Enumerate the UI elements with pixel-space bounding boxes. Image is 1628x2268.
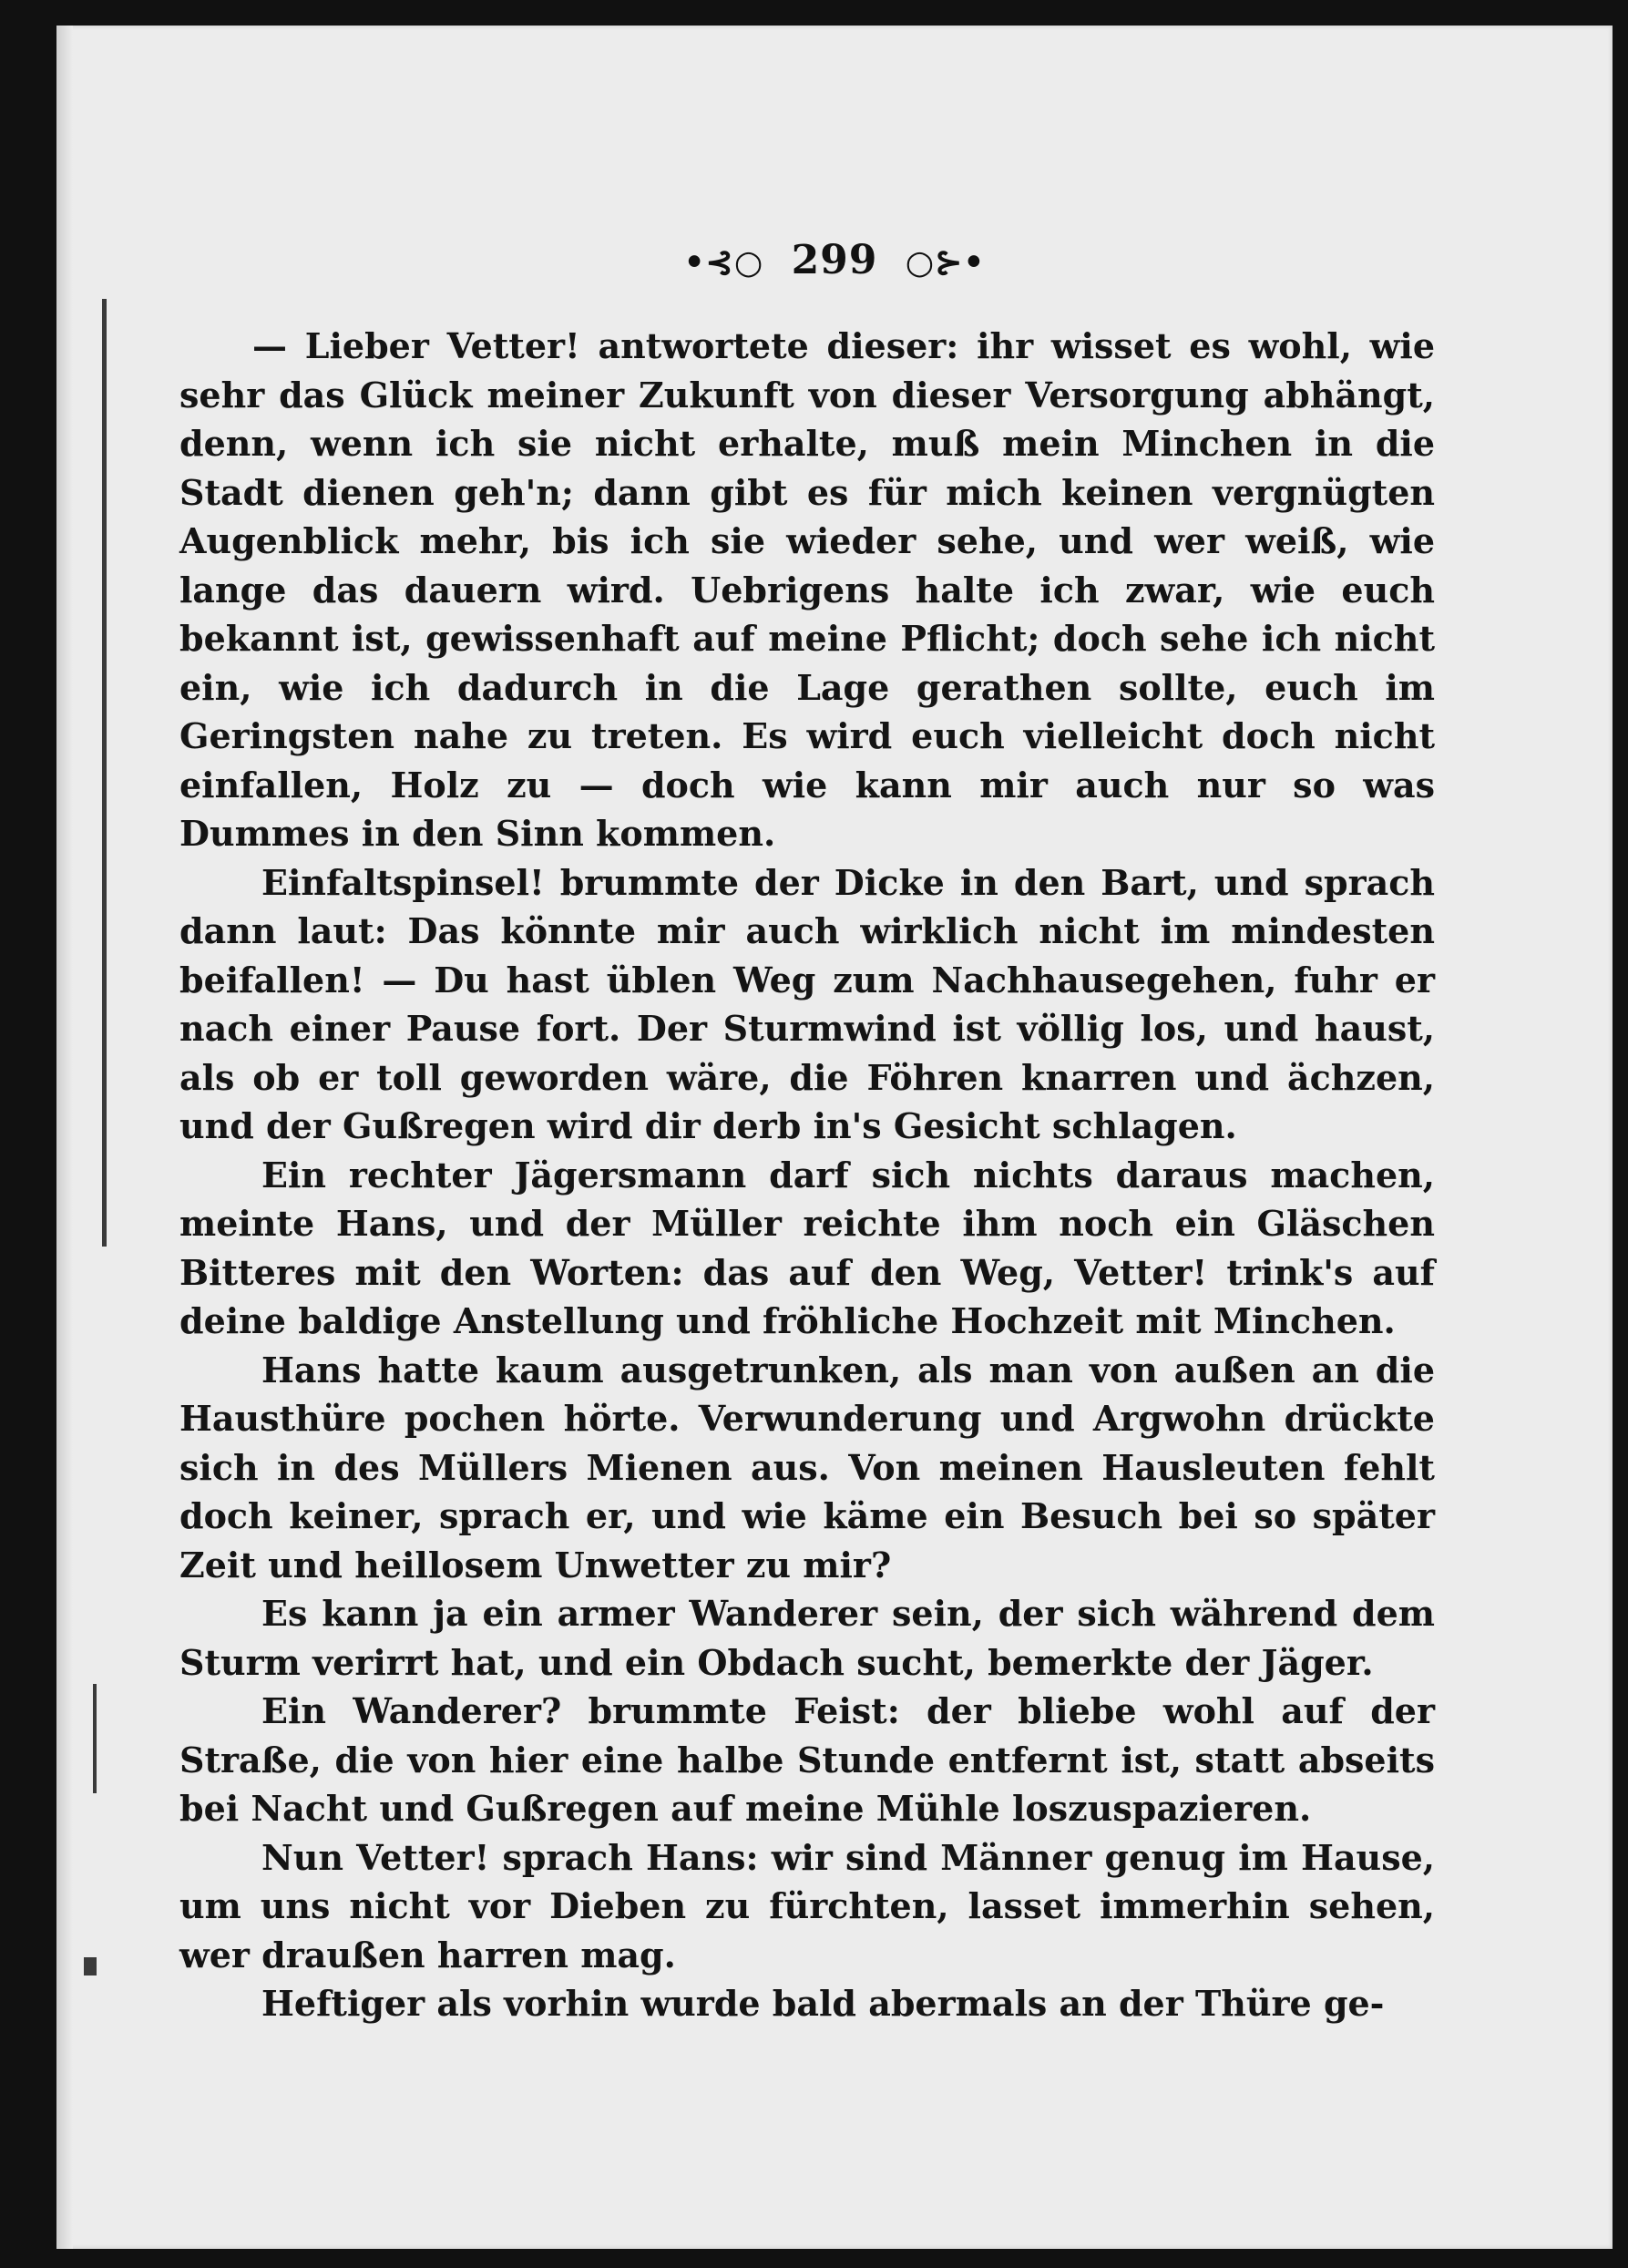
paragraph: Ein Wanderer? brummte Feist: der bliebe wohl auf der Straße, die von hier eine halbe Stunde entfernt ist, statt abseits bei Nacht und Gußregen auf meine Mühle loszuspazieren. [179, 1690, 1435, 1829]
ornament-right-icon: ○⊱• [905, 243, 986, 282]
margin-mark [84, 1957, 97, 1976]
page-gutter-shadow [56, 26, 73, 2249]
paragraph: Es kann ja ein armer Wanderer sein, der sich während dem Sturm verirrt hat, und ein Obdach sucht, bemerkte der Jäger. [179, 1593, 1435, 1683]
margin-mark [93, 1684, 97, 1793]
paragraph: Hans hatte kaum ausgetrunken, als man von außen an die Hausthüre pochen hörte. Verwunderung und Argwohn drückte sich in des Müllers Mienen aus. Von meinen Hausleuten fehlt doch keiner, sprach er, und wie käme ein Besuch bei so später Zeit und heillosem Unwetter zu mir? [179, 1349, 1435, 1586]
paragraph: Heftiger als vorhin wurde bald abermals an der Thüre ge- [261, 1983, 1385, 2024]
book-page [56, 26, 1613, 2249]
margin-mark [102, 299, 107, 1247]
page-number: 299 [791, 237, 878, 283]
paragraph: Ein rechter Jägersmann darf sich nichts daraus machen, meinte Hans, und der Müller reichte ihm noch ein Gläschen Bitteres mit den Worten: das auf den Weg, Vetter! trink's auf deine baldige Anstellung und fröhliche Hochzeit mit Minchen. [179, 1154, 1435, 1341]
ornament-left-icon: •⊰○ [683, 243, 764, 282]
paragraph: Einfaltspinsel! brummte der Dicke in den Bart, und sprach dann laut: Das könnte mir auch wirklich nicht im mindesten beifallen! — Du hast üblen Weg zum Nachhausegehen, fuhr er nach einer Pause fort. Der Sturmwind ist völlig los, und haust, als ob er toll geworden wäre, die Föhren knarren und ächzen, und der Gußregen wird dir derb in's Gesicht schlagen. [179, 861, 1435, 1146]
paragraph: Nun Vetter! sprach Hans: wir sind Männer genug im Hause, um uns nicht vor Dieben zu fürchten, lasset immerhin sehen, wer draußen harren mag. [179, 1836, 1435, 1976]
body-text [179, 322, 1435, 2028]
paragraph: — Lieber Vetter! antwortete dieser: ihr wisset es wohl, wie sehr das Glück meiner Zukunft von dieser Versorgung abhängt, denn, wenn ich sie nicht erhalte, muß mein Minchen in die Stadt dienen geh'n; dann gibt es für mich keinen vergnügten Augenblick mehr, bis ich sie wieder sehe, und wer weiß, wie lange das dauern wird. Uebrigens halte ich zwar, wie euch bekannt ist, gewissenhaft auf meine Pflicht; doch sehe ich nicht ein, wie ich dadurch in die Lage gerathen sollte, euch im Geringsten nahe zu treten. Es wird euch vielleicht doch nicht einfallen, Holz zu — doch wie kann mir auch nur so was Dummes in den Sinn kommen. [179, 325, 1435, 854]
page-header [56, 237, 1613, 283]
